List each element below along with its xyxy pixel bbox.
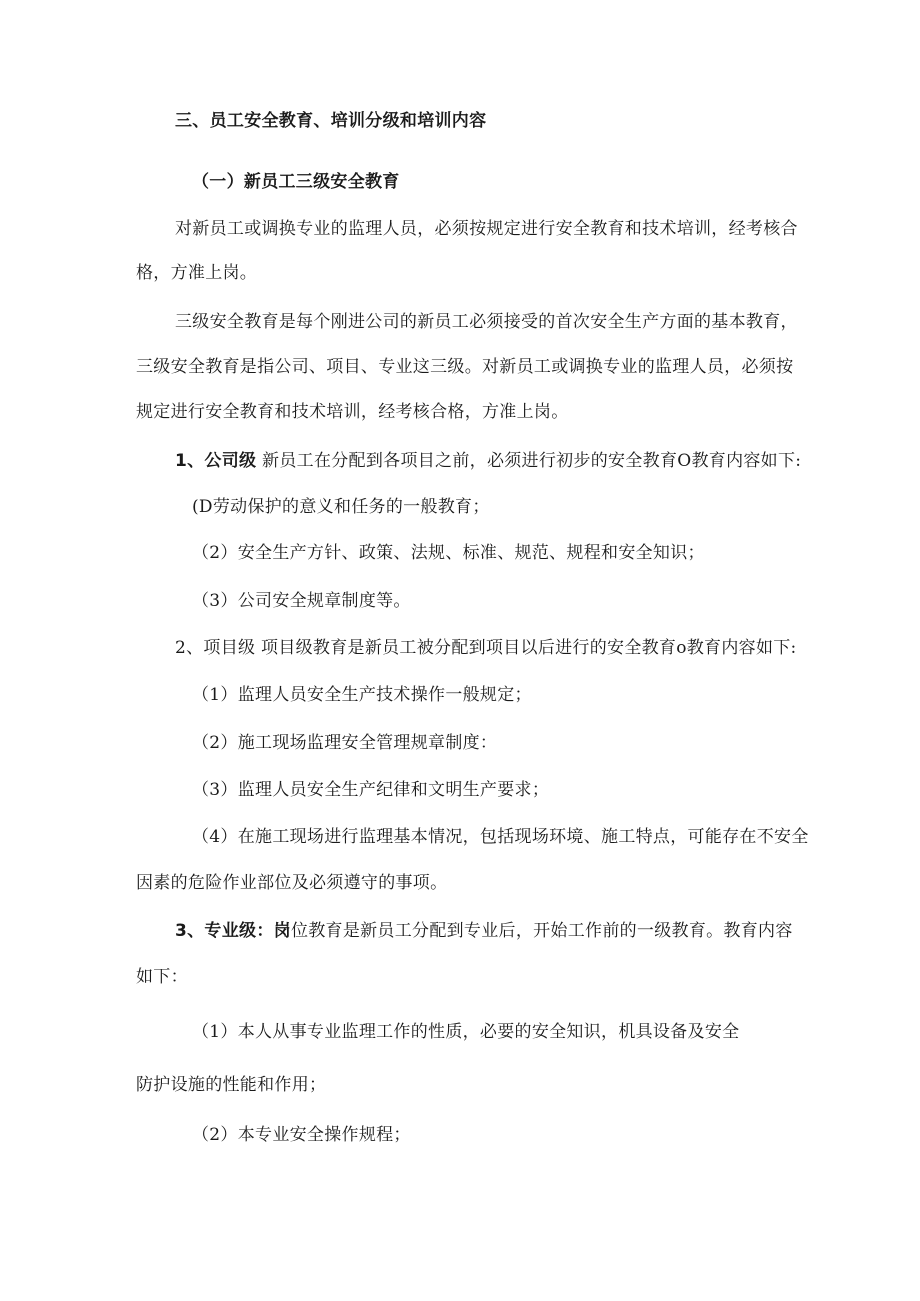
para2-line1: 三级安全教育是每个刚进公司的新员工必须接受的首次安全生产方面的基本教育， — [175, 312, 798, 332]
specialty-level-text: 位教育是新员工分配到专业后，开始工作前的一级教育。教育内容 — [290, 921, 793, 941]
project-item-3: （3）监理人员安全生产纪律和文明生产要求； — [192, 780, 550, 800]
specialty-item-1-line1: （1）本人从事专业监理工作的性质，必要的安全知识，机具设备及安全 — [192, 1022, 740, 1042]
para2-line3: 规定进行安全教育和技术培训，经考核合格，方准上岗。 — [136, 402, 569, 422]
company-level-text: 新员工在分配到各项目之前，必须进行初步的安全教育O教育内容如下: — [256, 451, 802, 471]
para2-line2: 三级安全教育是指公司、项目、专业这三级。对新员工或调换专业的监理人员，必须按 — [136, 357, 794, 377]
company-level-heading: 1、公司级 — [175, 451, 257, 471]
subsection-title: （一）新员工三级安全教育 — [192, 172, 400, 192]
para1-line1: 对新员工或调换专业的监理人员，必须按规定进行安全教育和技术培训，经考核合 — [175, 219, 798, 239]
company-item-2: （2）安全生产方针、政策、法规、标准、规范、规程和安全知识； — [192, 543, 705, 563]
project-item-1: （1）监理人员安全生产技术操作一般规定； — [192, 685, 532, 705]
project-item-4-line2: 因素的危险作业部位及必须遵守的事项。 — [136, 873, 448, 893]
project-item-4-line1: （4）在施工现场进行监理基本情况，包括现场环境、施工特点，可能存在不安全 — [192, 827, 809, 847]
specialty-level-line — [175, 921, 793, 941]
project-level-line: 2、项目级 项目级教育是新员工被分配到项目以后进行的安全教育o教育内容如下: — [175, 638, 797, 658]
specialty-item-1-line2: 防护设施的性能和作用； — [136, 1075, 327, 1095]
specialty-level-heading: 3、专业级：岗 — [175, 921, 291, 941]
section-title: 三、员工安全教育、培训分级和培训内容 — [175, 111, 487, 131]
para1-line2: 格，方准上岗。 — [136, 263, 258, 283]
project-item-2: （2）施工现场监理安全管理规章制度： — [192, 733, 498, 753]
company-item-1: (D劳动保护的意义和任务的一般教育； — [192, 497, 490, 517]
specialty-item-2: （2）本专业安全操作规程； — [192, 1125, 411, 1145]
company-item-3: （3）公司安全规章制度等。 — [192, 591, 411, 611]
specialty-level-line2: 如下： — [136, 967, 188, 987]
company-level-line — [175, 451, 801, 471]
